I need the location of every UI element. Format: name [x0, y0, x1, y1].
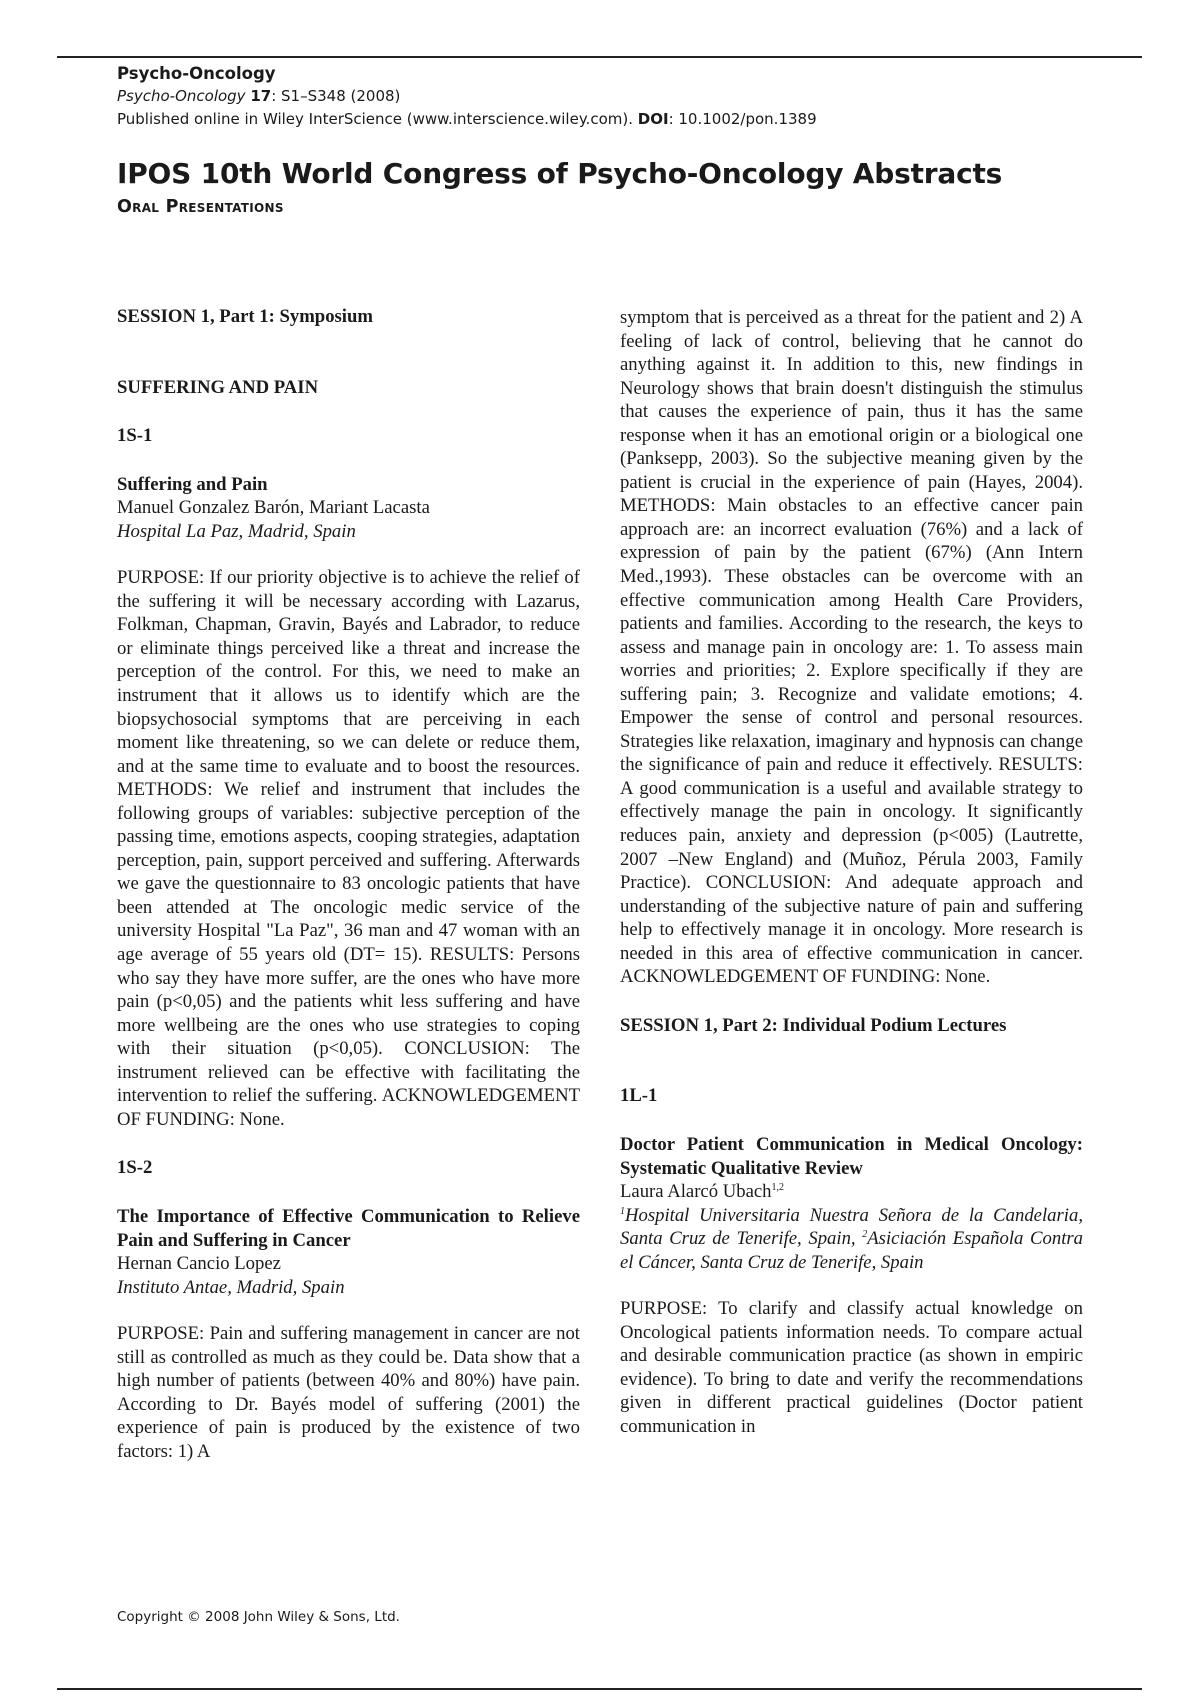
author-name: Laura Alarcó Ubach: [620, 1181, 772, 1203]
abstract-id: 1L-1: [620, 1085, 658, 1107]
left-column: [117, 305, 580, 1463]
abstract-title: Suffering and Pain: [117, 473, 268, 495]
affiliation-superscript: 1: [620, 1205, 625, 1217]
abstract-authors: Hernan Cancio Lopez: [117, 1253, 281, 1275]
session-heading: SESSION 1, Part 2: Individual Podium Lectures: [620, 1014, 1007, 1036]
citation-pages: : S1–S348 (2008): [271, 87, 401, 105]
doi-label: DOI: [637, 110, 669, 128]
publication-line: [117, 108, 1117, 131]
abstract-body: PURPOSE: To clarify and classify actual knowledge on Oncological patients information needs. To compare actual and desirable communication practice (as shown in empiric evidence). To bring to date and verify the recommendations given in different practical guidelines (Doctor patient communication in: [620, 1298, 1083, 1437]
citation-volume: 17: [250, 87, 272, 105]
author-superscript: 1,2: [771, 1181, 784, 1193]
affiliation-1: Hospital Universitaria Nuestra Señora de la Candelaria, Santa Cruz de Tenerife, Spain,: [620, 1204, 1083, 1250]
abstract-affiliation: Instituto Antae, Madrid, Spain: [117, 1276, 345, 1298]
abstract-body-continuation: symptom that is perceived as a threat for the patient and 2) A feeling of lack of control, believing that he cannot do anything against it. In addition to this, new findings in Neurology shows that brain doesn't distinguish the stimulus that causes the experience of pain, thus it has the same response when it has an emotional origin or a biological one (Panksepp, 2003). So the subjective meaning given by the patient is crucial in the experience of pain (Hayes, 2004). METHODS: Main obstacles to an effective cancer pain approach are: an incorrect evaluation (76%) and a lack of expression of pain by the patient (67%) (Ann Intern Med.,1993). These obstacles can be overcome with an effective communication among Health Care Providers, patients and families. According to the research, the keys to assess and manage pain in oncology are: 1. To assess main worries and priorities; 2. Explore specifically if they are suffering pain; 3. Recognize and validate emotions; 4. Empower the sense of control and personal resources. Strategies like relaxation, imaginary and hypnosis can change the significance of pain and reduce it effectively. RESULTS: A good communication is a useful and available strategy to effectively manage the pain in oncology. It significantly reduces pain, anxiety and depression (p<005) (Lautrette, 2007 –New England) and (Muñoz, Pérula 2003, Family Practice). CONCLUSION: And adequate approach and understanding of the subjective nature of pain and suffering help to effectively manage it in oncology. More research is needed in this area of effective communication in cancer. ACKNOWLEDGEMENT OF FUNDING: None.: [620, 307, 1083, 988]
journal-header: [117, 62, 1117, 131]
doi-value: : 10.1002/pon.1389: [668, 110, 817, 128]
abstract-body: PURPOSE: Pain and suffering management in cancer are not still as controlled as much as they could be. Data show that a high number of patients (between 40% and 80%) have pain. According to Dr. Bayés model of suffering (2001) the experience of pain is produced by the existence of two factors: 1) A: [117, 1323, 580, 1462]
abstract-title: The Importance of Effective Communication to Relieve Pain and Suffering in Cancer: [117, 1205, 580, 1251]
abstract-affiliation: Hospital La Paz, Madrid, Spain: [117, 520, 356, 542]
abstract-authors: Manuel Gonzalez Barón, Mariant Lacasta: [117, 497, 430, 519]
affiliation-2: Asiciación Española Contra el Cáncer, Santa Cruz de Tenerife, Spain: [620, 1228, 1083, 1273]
top-rule: [57, 56, 1142, 58]
session-heading: SESSION 1, Part 1: Symposium: [117, 306, 373, 327]
copyright-footer: Copyright © 2008 John Wiley & Sons, Ltd.: [117, 1609, 400, 1625]
right-column: [620, 306, 1083, 1439]
abstract-id: 1S-1: [117, 425, 153, 447]
published-text: Published online in Wiley InterScience (www.interscience.wiley.com).: [117, 110, 633, 128]
bottom-rule: [57, 1688, 1142, 1690]
abstract-id: 1S-2: [117, 1157, 153, 1179]
journal-name: Psycho-Oncology: [117, 64, 276, 83]
topic-heading: SUFFERING AND PAIN: [117, 376, 319, 398]
abstract-affiliation: [620, 1204, 1083, 1275]
abstract-body: PURPOSE: If our priority objective is to achieve the relief of the suffering it will be necessary according with Lazarus, Folkman, Chapman, Gravin, Bayés and Labrador, to reduce or eliminate things perceived like a threat and increase the perception of the control. For this, we need to make an instrument that it allows us to identify which are the biopsychosocial symptoms that are perceiving in each moment like threatening, so we can delete or reduce them, and at the same time to evaluate and to boost the resources. METHODS: We relief and instrument that includes the following groups of variables: subjective perception of the passing time, emotions aspects, cooping strategies, adaptation perception, pain, support perceived and suffering. Afterwards we gave the questionnaire to 83 oncologic patients that have been attended at The oncologic medic service of the university Hospital "La Paz", 36 man and 47 woman with an age average of 55 years old (DT= 15). RESULTS: Persons who say they have more suffer, are the ones who have more pain (p<0,05) and the patients whit less suffering and have more wellbeing are the ones who use strategies to coping with their situation (p<0,05). CONCLUSION: The instrument relieved can be effective with facilitating the intervention to relief the suffering. ACKNOWLEDGEMENT OF FUNDING: None.: [117, 567, 580, 1130]
page-title: IPOS 10th World Congress of Psycho-Oncology Abstracts: [117, 157, 1003, 190]
page-subtitle: Oral Presentations: [117, 197, 284, 217]
abstract-authors: [620, 1180, 1083, 1204]
abstract-title: Doctor Patient Communication in Medical Oncology: Systematic Qualitative Review: [620, 1133, 1083, 1179]
citation-journal: Psycho-Oncology: [117, 87, 246, 105]
affiliation-superscript: 2: [862, 1228, 868, 1240]
journal-citation: [117, 85, 1117, 108]
